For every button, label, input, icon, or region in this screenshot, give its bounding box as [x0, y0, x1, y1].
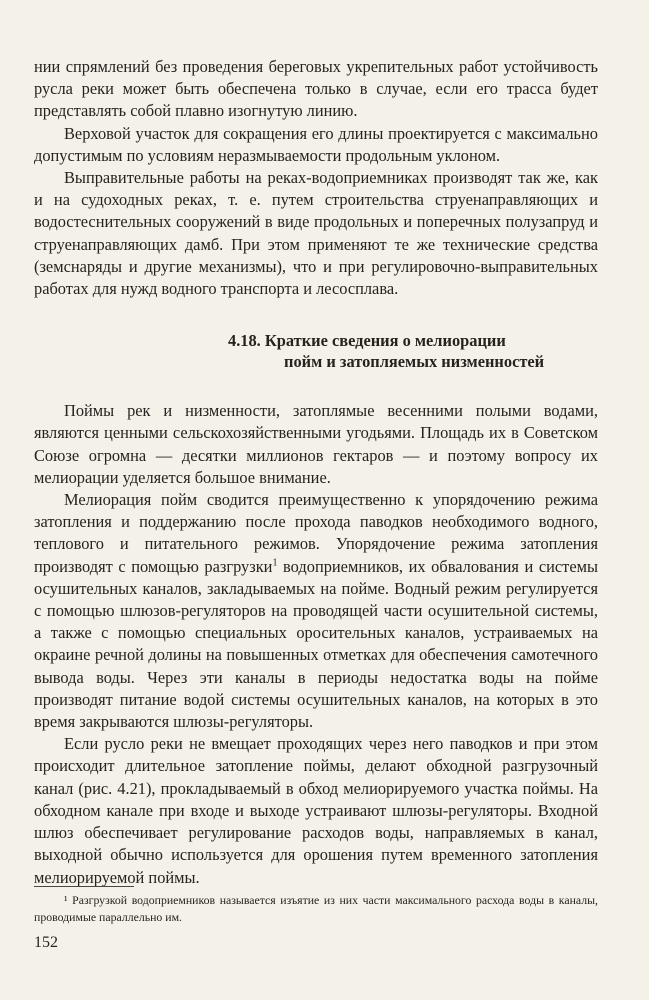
footnote: ¹ Разгрузкой водоприемников называется изъятие из них части максимального расхода воды в каналы, проводимые параллельно им.	[34, 893, 598, 924]
paragraph-continued: нии спрямлений без проведения береговых укрепительных работ устойчивость русла реки может быть обеспечена только в случае, если его трасса будет представлять собой плавно изогнутую линию.	[34, 57, 598, 121]
footnote-divider	[34, 886, 134, 887]
section-heading	[34, 330, 598, 372]
melioration-text-after: водоприемников, их обвалования и системы осушительных каналов, закладываемых на пойме. Водный режим регулируется с помощью шлюзов-регуляторов на проводящей части осушительной системы, а также с помощью специальных оросительных каналов, устраиваемых на окраине речной долины на повышенных отметках для обеспечения самотечного вывода воды. Через эти каналы в периоды недостатка воды на пойме производят питание водой системы осушительных каналов, на которых в это время закрываются шлюзы-регуляторы.	[34, 556, 599, 732]
footnote-marker: 1	[272, 557, 278, 569]
section-heading-line1: 4.18. Краткие сведения о мелиорации	[228, 331, 506, 351]
paragraph-training-works: Выправительные работы на реках-водоприемниках производят так же, как и на судоходных реках, т. е. путем строительства струенаправляющих и водостеснительных сооружений в виде продольных и поперечных полузапруд и струенаправляющих дамб. При этом применяют те же технические средства (земснаряды и другие механизмы), что и при регулировочно-выправительных работах для нужд водного транспорта и лесосплава.	[34, 168, 598, 299]
paragraph-upper-section: Верховой участок для сокращения его длины проектируется с максимально допустимым по условиям неразмываемости продольным уклоном.	[34, 123, 598, 165]
main-text	[34, 56, 598, 889]
paragraph-melioration	[34, 489, 598, 733]
page-number: 152	[34, 934, 58, 951]
melioration-text-before: Мелиорация пойм сводится преимущественно к упорядочению режима затопления и поддержанию после прохода паводков необходимого водного, теплового и питательного режимов. Упорядочение режима затопления производят с помощью разгрузки	[34, 490, 598, 576]
paragraph-bypass-canal: Если русло реки не вмещает проходящих через него паводков и при этом происходит длительное затопление поймы, делают обходной разгрузочный канал (рис. 4.21), прокладываемый в обход мелиорируемого участка поймы. На обходном канале при входе и выходе устраивают шлюзы-регуляторы. Входной шлюз обеспечивает регулирование расходов воды, направляемых в канал, выходной обычно используется для орошения путем временного затопления мелиорируемой поймы.	[34, 734, 598, 887]
paragraph-floodplains: Поймы рек и низменности, затоплямые весенними полыми водами, являются ценными сельскохозяйственными угодьями. Площадь их в Советском Союзе огромна — десятки миллионов гектаров — и поэтому вопросу их мелиорации уделяется большое внимание.	[34, 401, 598, 487]
section-heading-line2: пойм и затопляемых низменностей	[284, 352, 545, 372]
